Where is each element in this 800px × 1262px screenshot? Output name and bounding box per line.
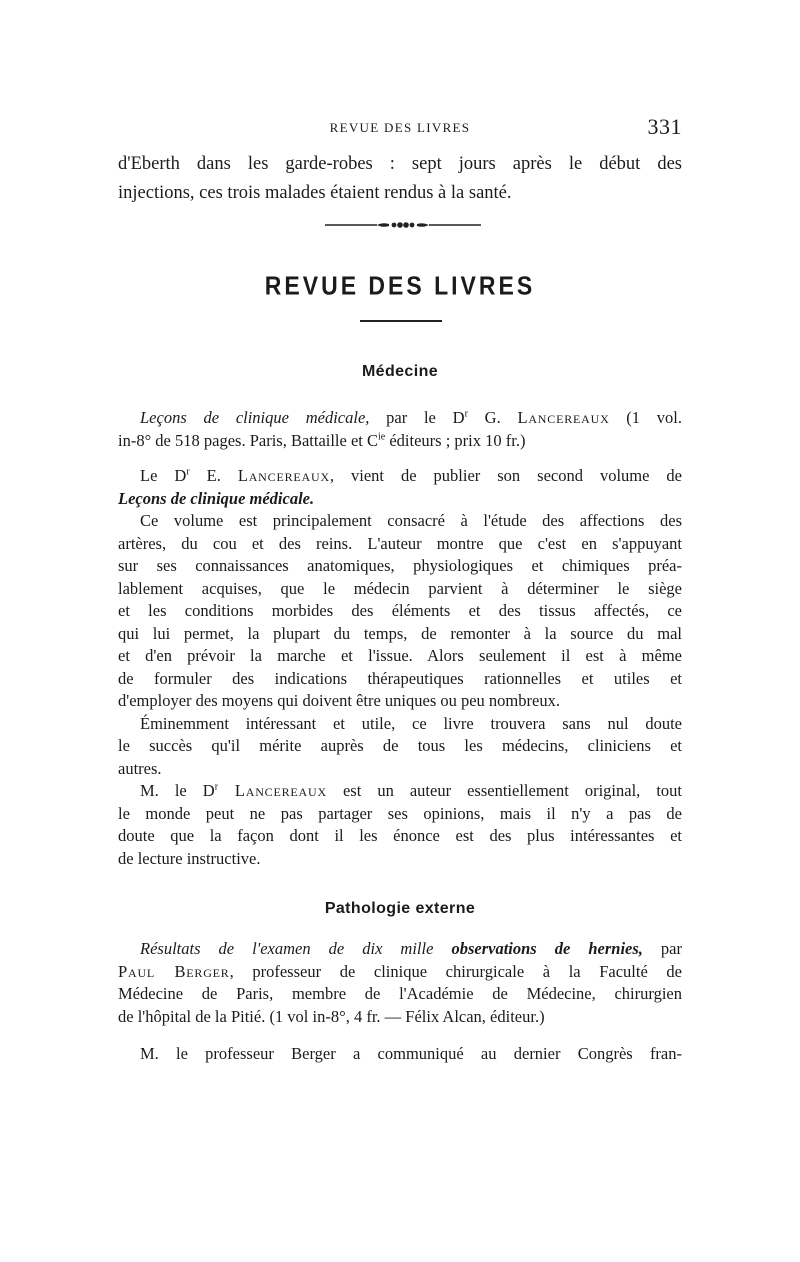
review-line: M. le professeur Berger a communiqué au dernier Congrès fran- [140,1044,682,1063]
book-title: Résultats de l'examen de dix mille [140,939,434,958]
section-heading-pathologie: Pathologie externe [324,900,476,917]
heading-rule [360,320,442,322]
book-entry-lecons [118,407,682,452]
book-entry-hernies [118,938,682,1028]
page-number: 331 [647,114,682,139]
review-medecine [118,465,682,870]
entry-line: in-8° de 518 pages. Paris, Battaille et $C^{ie}$ éditeurs ; prix 10 fr.) [118,430,526,450]
entry-line: Médecine de Paris, membre de l'Académie de Médecine, chirurgien [118,984,682,1003]
review-pathologie-start [118,1043,682,1066]
review-line: Le $D^r$ E. Lancereaux, vient de publier son second volume de [140,466,682,485]
review-line: Éminemment intéressant et utile, ce livre trouvera sans nul doute [140,713,682,733]
review-line: artères, du cou et des reins. L'auteur montre que c'est en s'appuyant [118,533,682,553]
review-line: M. le $D^r$ Lancereaux est un auteur essentiellement original, tout [140,781,682,800]
section-main-heading: REVUE DES LIVRES [264,271,536,301]
entry-line: Résultats de l'examen de dix mille observations de hernies, par [140,939,683,958]
carryover-line: injections, ces trois malades étaient rendus à la santé. [118,183,512,203]
ornament-divider [325,219,481,231]
review-line: de formuler des indications thérapeutiques rationnelles et utiles et [118,668,682,688]
review-line: d'employer des moyens qui doivent être uniques ou peu nombreux. [118,691,560,710]
carryover-line: d'Eberth dans les garde-robes : sept jours après le début des [118,154,682,174]
entry-line: Paul Berger, professeur de clinique chirurgicale à la Faculté de [118,961,682,981]
review-line: lablement acquises, que le médecin parvient à déterminer le siège [118,578,682,598]
review-line: et d'en prévoir la marche et l'issue. Alors seulement il est à même [118,646,682,665]
review-line: qui lui permet, la plupart du temps, de remonter à la source du mal [118,623,682,643]
entry-line: Leçons de clinique médicale, par le $D^r$ G. Lancereaux (1 vol. [140,408,682,427]
review-line: sur ses connaissances anatomiques, physiologiques et chimiques préa- [118,556,682,575]
review-line: doute que la façon dont il les énonce est des plus intéressantes et [118,826,682,845]
review-line: autres. [118,758,162,778]
review-line: Ce volume est principalement consacré à l'étude des affections des [140,511,682,530]
review-line: Leçons de clinique médicale. [118,488,315,508]
running-title: REVUE DES LIVRES [329,120,471,135]
review-line: le succès qu'il mérite auprès de tous les médecins, cliniciens et [118,736,682,755]
section-heading-medecine: Médecine [361,363,439,380]
review-line: et les conditions morbides des éléments et des tissus affectés, ce [118,601,682,620]
review-line: de lecture instructive. [118,848,261,868]
author-name: Lancereaux [517,408,610,427]
review-line: le monde peut ne pas partager ses opinions, mais il n'y a pas de [118,803,682,823]
book-title: Leçons de clinique médicale, [140,408,370,427]
entry-line: de l'hôpital de la Pitié. (1 vol in-8°, 4 fr. — Félix Alcan, éditeur.) [118,1006,545,1026]
running-head [118,114,682,144]
carryover-paragraph [118,150,682,208]
author-name: Paul Berger [118,961,230,981]
